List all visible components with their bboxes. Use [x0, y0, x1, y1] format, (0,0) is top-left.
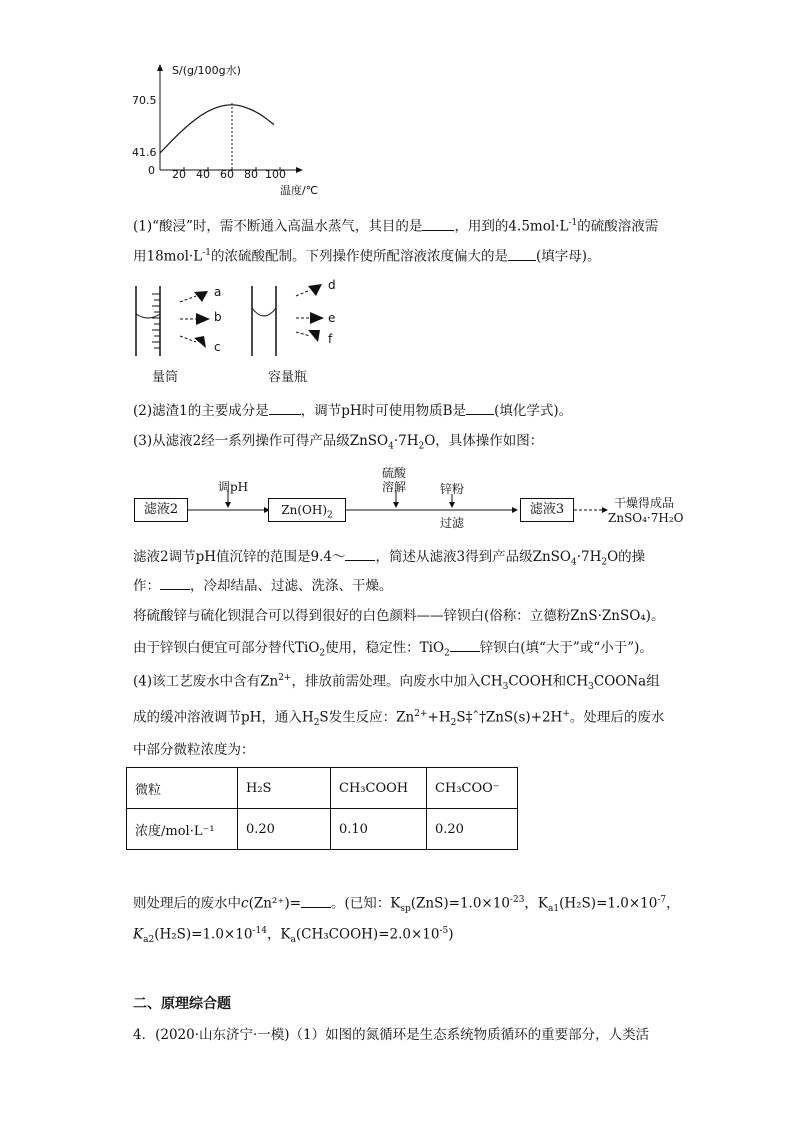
q1-text-f: (填字母)。	[535, 248, 601, 265]
q4b-sup: -23	[509, 895, 525, 905]
cylinder-shape	[136, 286, 160, 356]
q4-text-d: COONa组	[593, 673, 660, 690]
table-cell: 0.20	[238, 809, 331, 850]
chart-xtick-20: 20	[172, 168, 186, 181]
flow-end-product: ZnSO₄·7H₂O	[608, 511, 684, 525]
table-cell: 0.20	[427, 809, 518, 850]
q4-text-e: 成的缓冲溶液调节pH，通入H	[133, 709, 314, 726]
q4-sub-4: 2	[450, 718, 457, 729]
q4b-text-f: ，K	[524, 895, 549, 912]
q4b-sub-4: a	[290, 935, 296, 946]
q3b-sub-2: 2	[601, 557, 608, 568]
solubility-curve	[160, 105, 274, 153]
q1-blank-2[interactable]	[508, 246, 536, 261]
flow-step-filter: 过滤	[440, 516, 465, 530]
q3b-sub-3: 2	[319, 648, 326, 659]
q4b-text-a: 则处理后的废水中	[133, 895, 241, 912]
q1-blank-1[interactable]	[422, 216, 454, 231]
q4-text-i: 。处理后的废水	[569, 709, 665, 726]
q3b-text-d: O的操	[607, 549, 646, 565]
q4b-sub-3: a2	[143, 935, 155, 946]
q3b-line2	[133, 575, 393, 596]
q4b-line2	[133, 921, 454, 950]
q3b-line3: 将硫酸锌与硫化钡混合可以得到很好的白色颜料——锌钡白(俗称：立德粉ZnS·ZnSO₄)。	[133, 608, 665, 624]
label-d: d	[328, 278, 336, 292]
q1-text-c: 的硫酸溶液需	[577, 218, 659, 235]
chart-ylabel: S/(g/100g水)	[172, 64, 241, 77]
q3b-line4	[133, 637, 653, 664]
q1-sup: -1	[568, 218, 578, 228]
q3b-blank-1[interactable]	[345, 546, 375, 561]
flask-shape	[252, 286, 276, 356]
q3b-text-b: ，简述从滤液3得到产品级ZnSO	[375, 549, 571, 565]
next-question: 4．(2020·山东济宁·一模)（1）如图的氮循环是生态系统物质循环的重要部分，人类活	[133, 1027, 650, 1043]
chart-xtick-80: 80	[244, 168, 258, 181]
table-cell: 微粒	[127, 768, 238, 809]
y-axis-arrow	[157, 64, 163, 71]
q4-sub-2: 3	[588, 682, 594, 693]
table-cell: CH₃COO⁻	[427, 768, 518, 809]
q3b-text-i: 锌钡白(填“大于”或“小于”)。	[479, 640, 653, 656]
q4b-text-m: )	[448, 926, 454, 943]
q3-text-c: O，具体操作如图：	[424, 433, 544, 449]
flow-step-dissolve: 溶解	[382, 480, 407, 494]
q3b-text-g: 由于锌钡白便宜可部分替代TiO	[133, 640, 320, 656]
q3b-text-e: 作：	[133, 578, 160, 594]
q4-text-b: ，排放前需处理。向废水中加入CH	[291, 673, 503, 690]
flow-step-zinc-powder: 锌粉	[440, 482, 465, 496]
q3b-text-h: 使用，稳定性：TiO	[325, 640, 445, 656]
flow-box-zn-oh-2	[268, 498, 346, 522]
q4b-sup-4: -5	[439, 926, 449, 936]
reading-figure	[130, 278, 360, 388]
table-cell: CH₃COOH	[331, 768, 427, 809]
solubility-chart	[132, 62, 350, 197]
q4-text-f: S发生反应：Zn	[319, 709, 415, 726]
q4b-c-italic: c	[241, 895, 249, 912]
concentration-table	[126, 767, 518, 850]
q4-text-g: +H	[427, 709, 451, 726]
q1-text-e: 的浓硫酸配制。下列操作使所配溶液浓度偏大的是	[210, 248, 508, 265]
chart-ytick-70-5: 70.5	[132, 94, 157, 107]
q4b-blank[interactable]	[301, 893, 331, 908]
chart-xtick-60: 60	[220, 168, 234, 181]
q3b-text-c: ·7H	[576, 549, 602, 565]
q3b-blank-3[interactable]	[450, 637, 480, 652]
q3b-sub: 4	[570, 557, 577, 568]
q3-sub-2: 2	[418, 441, 425, 452]
q4b-text-h: ，	[666, 895, 680, 912]
flow-box-filtrate-3: 滤液3	[520, 498, 574, 522]
eye-e-icon	[296, 312, 324, 324]
q4b-sup-3: -14	[252, 926, 267, 936]
q3b-line1	[133, 546, 645, 573]
flow-box2-sub: 2	[327, 510, 333, 521]
q4-text-c: COOH和CH	[508, 673, 589, 690]
q4b-text-g: (H₂S)=1.0×10	[559, 895, 658, 912]
q2-blank-1[interactable]	[269, 400, 301, 415]
flow-diagram	[130, 462, 700, 532]
q4b-sup-2: -7	[657, 895, 667, 905]
q1-line1	[133, 213, 658, 237]
q1-sup-2: -1	[202, 248, 211, 258]
q4b-text-k: ，K	[266, 926, 291, 943]
q1-text-a: (1)“酸浸”时，需不断通入高温水蒸气，其目的是	[133, 218, 423, 235]
table-row	[127, 768, 518, 809]
label-a: a	[214, 285, 222, 299]
q4b-text-d: 。(已知：K	[331, 895, 401, 912]
q3b-text-f: ，冷却结晶、过滤、洗涤、干燥。	[190, 578, 393, 594]
q4b-text-i: K	[133, 926, 144, 943]
flow-box2-text: Zn(OH)	[281, 503, 327, 517]
chart-ytick-41-6: 41.6	[132, 146, 157, 159]
eye-b-icon	[180, 313, 210, 325]
chart-xtick-100: 100	[265, 168, 286, 181]
reading-figure-svg	[130, 278, 360, 358]
q3-text-b: ·7H	[393, 433, 419, 449]
q4-line3: 中部分微粒浓度为：	[133, 742, 255, 758]
label-c: c	[214, 340, 221, 354]
q1-text-d: 用18mol·L	[133, 248, 203, 265]
q3b-sub-4: 2	[444, 648, 450, 659]
x-axis-arrow	[296, 167, 303, 173]
q2-text-b: ，调节pH时可使用物质B是	[300, 403, 467, 419]
flask-caption: 容量瓶	[268, 370, 308, 385]
flow-end-dry: 干燥得成品	[614, 496, 675, 510]
cylinder-caption: 量筒	[152, 370, 179, 385]
q1-line2	[133, 243, 601, 267]
q4-sub: 3	[502, 682, 509, 693]
chart-xlabel: 温度/℃	[280, 184, 319, 197]
q4b-sub-2: a1	[548, 904, 560, 915]
q4b-text-j: (H₂S)=1.0×10	[154, 926, 253, 943]
section-title: 二、原理综合题	[133, 996, 231, 1012]
flow-step-adjust-ph: 调pH	[218, 480, 249, 494]
q3-intro	[133, 431, 543, 457]
label-b: b	[214, 310, 222, 324]
q4-text-h: S‡ˆ†ZnS(s)+2H	[456, 709, 563, 726]
q4-line2	[133, 704, 664, 733]
q4b-text-e: (ZnS)=1.0×10	[410, 895, 510, 912]
q4-line1	[133, 668, 660, 697]
q2-blank-2[interactable]	[466, 400, 494, 415]
q4b-sub: sp	[400, 904, 411, 915]
q3b-text-a: 滤液2调节pH值沉锌的范围是9.4～	[133, 549, 346, 565]
q3-sub: 4	[388, 441, 394, 452]
label-e: e	[328, 311, 336, 325]
eye-a-icon	[180, 291, 208, 302]
q4-sup-2: 2+	[414, 709, 428, 719]
flow-box-filtrate-2: 滤液2	[134, 498, 188, 522]
q2-text-c: (填化学式)。	[494, 403, 573, 419]
label-f: f	[328, 332, 333, 346]
eye-f-icon	[296, 330, 320, 342]
eye-c-icon	[180, 336, 206, 348]
q4b-text-b: (Zn²⁺)=	[248, 895, 302, 912]
flow-step-sulfuric-acid: 硫酸	[382, 466, 407, 480]
q1-text-b: ，用到的4.5mol·L	[454, 218, 569, 235]
q4b-text-l: (CH₃COOH)=2.0×10	[295, 926, 440, 943]
table-cell: 浓度/mol·L⁻¹	[127, 809, 238, 850]
q2-text-a: (2)滤渣1的主要成分是	[133, 403, 269, 419]
q4-sup: 2+	[278, 673, 292, 683]
q4-sub-3: 2	[313, 718, 320, 729]
table-row	[127, 809, 518, 850]
eye-d-icon	[296, 284, 322, 296]
q3b-blank-2[interactable]	[160, 575, 190, 590]
chart-ytick-0: 0	[148, 164, 155, 177]
q2-line	[133, 400, 572, 421]
q4b-line1	[133, 890, 680, 919]
q4-sup-3: +	[562, 709, 570, 719]
chart-xtick-40: 40	[196, 168, 210, 181]
table-cell: 0.10	[331, 809, 427, 850]
table-cell: H₂S	[238, 768, 331, 809]
q4-text-a: (4)该工艺废水中含有Zn	[133, 673, 279, 690]
q3-text-a: (3)从滤液2经一系列操作可得产品级ZnSO	[133, 433, 389, 449]
